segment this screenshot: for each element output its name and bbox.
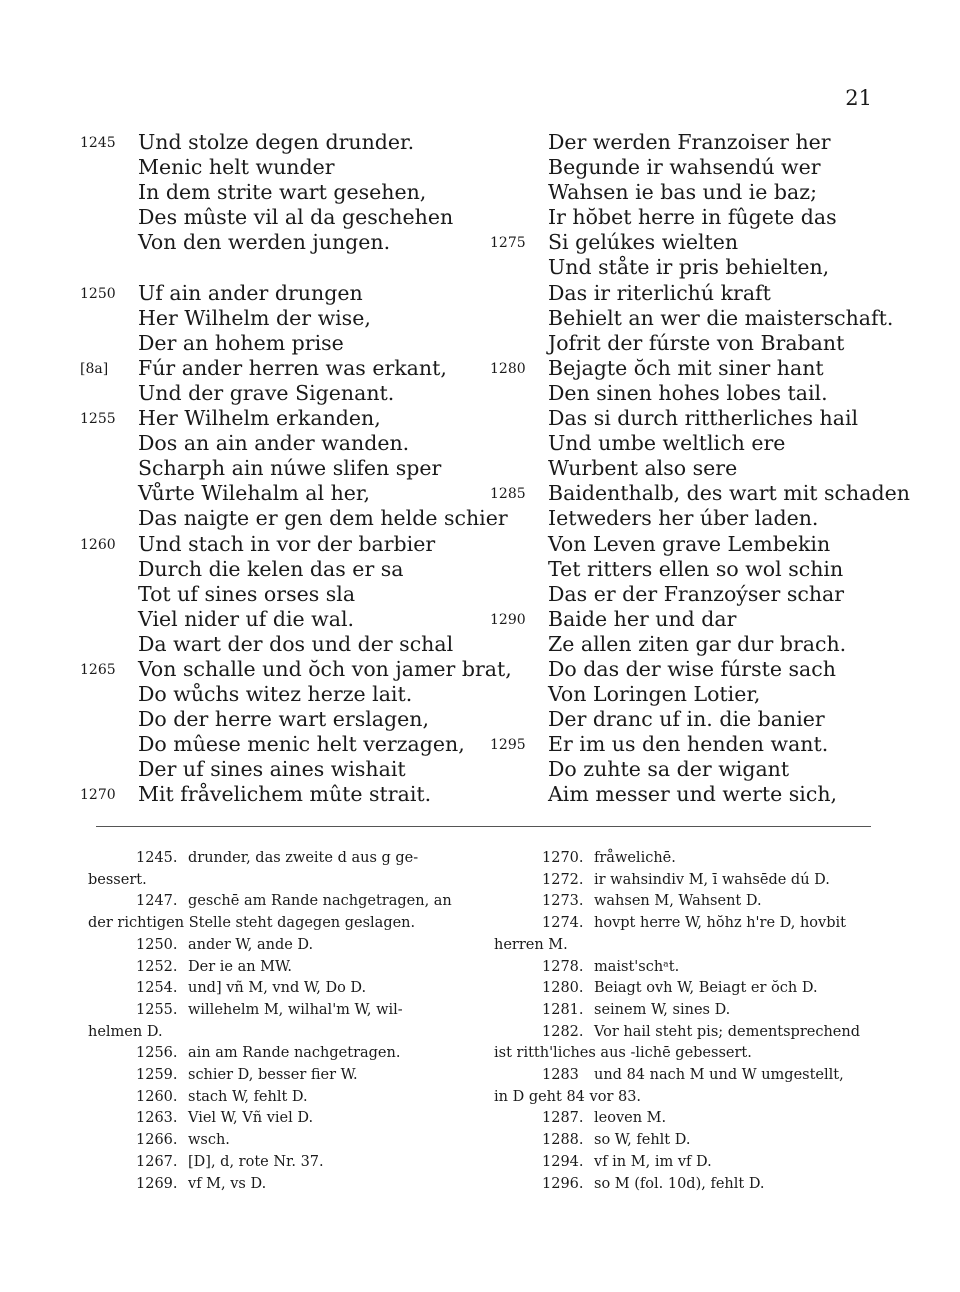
footnote-line	[494, 891, 878, 913]
footnote-line	[88, 1174, 476, 1196]
verse-line	[80, 582, 500, 607]
footnote-text: ir wahsindiv M, ī wahsēde dú D.	[594, 871, 830, 888]
verse-number: 1270	[80, 787, 116, 804]
verse-line	[490, 155, 890, 180]
verse-line	[490, 230, 890, 255]
verse-text: Do mûese menic helt verzagen,	[138, 732, 465, 757]
verse-text: Durch die kelen das er sa	[138, 556, 404, 581]
verse-text: Mit fråvelichem mûte strait.	[138, 782, 432, 807]
verse-text: Und der grave Sigenant.	[138, 380, 395, 405]
verse-text: Der uf sines aines wishait	[138, 757, 406, 782]
footnote-ref: 1266.	[136, 1132, 178, 1149]
verse-number: 1245	[80, 135, 116, 151]
footnote-ref: 1250.	[136, 936, 178, 953]
verse-line	[80, 306, 500, 331]
verse-text: Tot uf sines orses sla	[138, 581, 356, 606]
footnote-text: wahsen M, Wahsent D.	[594, 893, 762, 910]
verse-line	[80, 130, 500, 155]
verse-line	[490, 732, 890, 757]
footnote-ref: 1256.	[136, 1045, 178, 1062]
footnote-text: Der ie an MW.	[188, 958, 292, 975]
verse-line	[490, 406, 890, 431]
verse-text: Viel nider uf die wal.	[138, 606, 355, 631]
footnote-ref: 1254.	[136, 980, 178, 997]
footnote-text: bessert.	[88, 871, 147, 888]
stanza-gap	[80, 255, 500, 280]
verse-text: Der werden Franzoiser her	[548, 130, 831, 154]
footnote-line	[494, 870, 878, 892]
verse-line	[80, 331, 500, 356]
footnote-line	[88, 1022, 476, 1044]
verse-text: Und stach in vor der barbier	[138, 531, 436, 556]
verse-line	[80, 782, 500, 807]
verse-line	[80, 481, 500, 506]
verse-text: Uf ain ander drungen	[138, 280, 363, 305]
verse-text: Der an hohem prise	[138, 330, 344, 355]
footnote-ref: 1260.	[136, 1088, 178, 1105]
footnote-ref: 1269.	[136, 1175, 178, 1192]
footnote-line	[88, 957, 476, 979]
footnote-ref: 1252.	[136, 958, 178, 975]
footnote-line	[88, 891, 476, 913]
verse-number: 1250	[80, 285, 116, 302]
notes-column-right	[494, 848, 878, 1195]
footnote-text: ain am Rande nachgetragen.	[188, 1045, 401, 1062]
footnote-divider	[96, 826, 871, 827]
footnote-text: und 84 nach M und W umgestellt,	[594, 1067, 844, 1084]
verse-number: 1295	[490, 737, 526, 754]
footnote-line	[494, 848, 878, 870]
footnote-line	[494, 1043, 878, 1065]
verse-number: 1280	[490, 360, 526, 377]
footnote-line	[494, 1087, 878, 1109]
verse-number: 1275	[490, 235, 526, 252]
footnote-line	[494, 1065, 878, 1087]
footnote-ref: 1263.	[136, 1110, 178, 1127]
verse-text: Fúr ander herren was erkant,	[138, 355, 447, 380]
verse-number: [8a]	[80, 360, 109, 377]
verse-text: Des mûste vil al da geschehen	[138, 205, 454, 230]
footnote-line	[88, 1152, 476, 1174]
footnote-text: wsch.	[188, 1132, 230, 1149]
verse-line	[490, 180, 890, 205]
footnote-line	[88, 935, 476, 957]
verse-line	[490, 632, 890, 657]
verse-line	[490, 707, 890, 732]
footnote-line	[494, 1130, 878, 1152]
verse-line	[490, 607, 890, 632]
footnote-text: Viel W, Vñ viel D.	[188, 1110, 314, 1127]
verse-line	[490, 456, 890, 481]
footnote-text: ander W, ande D.	[188, 936, 314, 953]
footnote-line	[88, 913, 476, 935]
footnote-line	[494, 957, 878, 979]
footnote-line	[88, 978, 476, 1000]
verse-number: 1290	[490, 611, 526, 628]
verse-text: Begunde ir wahsendú wer	[548, 155, 821, 180]
verse-text: Do das der wise fúrste sach	[548, 656, 836, 681]
footnote-text: leoven M.	[594, 1110, 667, 1127]
footnote-ref: 1294.	[542, 1153, 584, 1170]
verse-text: Und ståte ir pris behielten,	[548, 255, 830, 280]
footnote-text: und] vñ M, vnd W, Do D.	[188, 980, 367, 997]
verse-line	[80, 381, 500, 406]
page-number: 21	[845, 86, 872, 110]
verse-text: Von Loringen Lotier,	[548, 682, 761, 707]
verse-text: Her Wilhelm erkanden,	[138, 406, 381, 431]
verse-text: Von schalle und ŏch von jamer brat,	[138, 656, 512, 681]
verse-text: Si gelúkes wielten	[548, 230, 739, 255]
footnote-line	[88, 1043, 476, 1065]
verse-text: Ze allen ziten gar dur brach.	[548, 631, 847, 656]
verse-text: Das ir riterlichú kraft	[548, 280, 771, 305]
footnote-line	[494, 1022, 878, 1044]
verse-line	[490, 130, 890, 155]
verse-line	[490, 506, 890, 531]
footnote-text: so W, fehlt D.	[594, 1132, 691, 1149]
footnote-ref: 1296.	[542, 1175, 584, 1192]
footnote-ref: 1287.	[542, 1110, 584, 1127]
footnote-line	[88, 1130, 476, 1152]
verse-line	[490, 582, 890, 607]
verse-text: Das naigte er gen dem helde schier	[138, 506, 508, 531]
verse-line	[80, 732, 500, 757]
footnote-line	[88, 870, 476, 892]
verse-text: Menic helt wunder	[138, 155, 335, 180]
verse-line	[80, 557, 500, 582]
verse-text: Tet ritters ellen so wol schin	[548, 556, 844, 581]
verse-text: Baidenthalb, des wart mit schaden	[548, 481, 910, 506]
verse-text: Er im us den henden want.	[548, 732, 829, 757]
footnote-ref: 1278.	[542, 958, 584, 975]
footnote-ref: 1255.	[136, 1001, 178, 1018]
verse-line	[80, 281, 500, 306]
verse-text: Das er der Franzoýser schar	[548, 581, 845, 606]
verse-line	[490, 557, 890, 582]
footnote-ref: 1283	[542, 1067, 579, 1084]
footnote-ref: 1288.	[542, 1132, 584, 1149]
verse-column-right	[490, 130, 910, 808]
verse-text: Der dranc uf in. die banier	[548, 707, 825, 732]
verse-text: Von Leven grave Lembekin	[548, 531, 831, 556]
verse-line	[490, 532, 890, 557]
footnote-text: ist ritth'liches aus -lichē gebessert.	[494, 1045, 752, 1062]
verse-text: Und umbe weltlich ere	[548, 431, 786, 456]
footnote-line	[88, 848, 476, 870]
verse-line	[490, 356, 890, 381]
verse-text: Aim messer und werte sich,	[548, 782, 838, 807]
footnote-line	[494, 1174, 878, 1196]
verse-line	[80, 180, 500, 205]
footnote-text: geschē am Rande nachgetragen, an	[188, 893, 452, 910]
footnote-text: Beiagt ovh W, Beiagt er ŏch D.	[594, 980, 818, 997]
verse-line	[80, 230, 500, 255]
verse-line	[80, 757, 500, 782]
footnote-ref: 1280.	[542, 980, 584, 997]
verse-line	[80, 682, 500, 707]
verse-number: 1260	[80, 536, 116, 553]
verse-text: Do der herre wart erslagen,	[138, 707, 429, 732]
footnote-line	[494, 935, 878, 957]
verse-line	[80, 607, 500, 632]
verse-text: Do zuhte sa der wigant	[548, 757, 790, 782]
footnote-text: seinem W, sines D.	[594, 1001, 731, 1018]
footnote-text: schier D, besser fier W.	[188, 1067, 358, 1084]
footnote-line	[88, 1087, 476, 1109]
footnote-ref: 1281.	[542, 1001, 584, 1018]
verse-text: Jofrit der fúrste von Brabant	[548, 330, 845, 355]
footnote-text: herren M.	[494, 936, 568, 953]
footnote-ref: 1274.	[542, 915, 584, 932]
verse-text: Von den werden jungen.	[138, 230, 391, 255]
verse-line	[80, 506, 508, 531]
verse-line	[80, 656, 512, 682]
verse-text: Her Wilhelm der wise,	[138, 305, 371, 330]
footnote-text: vf M, vs D.	[188, 1175, 267, 1192]
footnote-line	[88, 1000, 476, 1022]
footnote-text: willehelm M, wilhal'm W, wil-	[188, 1001, 403, 1018]
verse-text: Vůrte Wilehalm al her,	[138, 481, 370, 506]
verse-text: Das si durch rittherliches hail	[548, 406, 859, 431]
verse-text: Da wart der dos und der schal	[138, 631, 454, 656]
footnote-text: in D geht 84 vor 83.	[494, 1088, 642, 1105]
footnote-line	[88, 1065, 476, 1087]
footnote-line	[88, 1108, 476, 1130]
verse-number: 1265	[80, 661, 116, 678]
verse-line	[80, 205, 500, 230]
footnote-text: vf in M, im vf D.	[594, 1153, 712, 1170]
footnote-text: stach W, fehlt D.	[188, 1088, 308, 1105]
verse-line	[490, 281, 890, 306]
verse-line	[490, 255, 890, 280]
footnote-ref: 1272.	[542, 871, 584, 888]
verse-text: Wahsen ie bas und ie baz;	[548, 180, 817, 205]
verse-line	[490, 757, 890, 782]
footnote-ref: 1267.	[136, 1153, 178, 1170]
footnote-ref: 1245.	[136, 850, 178, 866]
verse-text: Ir hŏbet herre in fûgete das	[548, 205, 837, 230]
verse-line	[80, 707, 500, 732]
verse-text: Behielt an wer die maisterschaft.	[548, 305, 894, 330]
verse-line	[490, 782, 890, 807]
verse-number: 1255	[80, 411, 116, 428]
verse-line	[80, 155, 500, 180]
verse-line	[80, 632, 500, 657]
footnote-text: [D], d, rote Nr. 37.	[188, 1153, 324, 1170]
verse-line	[490, 481, 910, 506]
footnote-text: fråwelichē.	[594, 850, 676, 866]
verse-line	[490, 682, 890, 707]
footnote-text: maist'schᵃt.	[594, 958, 680, 975]
verse-text: Ietweders her úber laden.	[548, 506, 819, 531]
footnote-ref: 1259.	[136, 1067, 178, 1084]
verse-line	[80, 456, 500, 481]
verse-line	[80, 532, 500, 557]
footnote-text: drunder, das zweite d aus g ge-	[188, 850, 419, 866]
verse-text: Und stolze degen drunder.	[138, 130, 415, 154]
footnote-line	[494, 978, 878, 1000]
verse-line	[80, 406, 500, 431]
verse-line	[490, 381, 890, 406]
verse-text: Baide her und dar	[548, 606, 737, 631]
notes-column-left	[88, 848, 476, 1195]
verse-line	[490, 205, 890, 230]
footnote-line	[494, 1000, 878, 1022]
verse-text: In dem strite wart gesehen,	[138, 180, 427, 205]
footnote-text: hovpt herre W, hŏhz h're D, hovbit	[594, 915, 846, 932]
footnote-ref: 1273.	[542, 893, 584, 910]
verse-text: Scharph ain núwe slifen sper	[138, 456, 442, 481]
footnote-ref: 1247.	[136, 893, 178, 910]
footnote-text: helmen D.	[88, 1023, 163, 1040]
verse-line	[80, 431, 500, 456]
verse-text: Den sinen hohes lobes tail.	[548, 380, 828, 405]
footnote-line	[494, 1108, 878, 1130]
verse-line	[490, 431, 890, 456]
verse-number: 1285	[490, 486, 526, 503]
verse-text: Wurbent also sere	[548, 456, 738, 481]
footnote-line	[494, 913, 878, 935]
verse-line	[490, 305, 894, 331]
verse-line	[80, 356, 500, 381]
footnote-text: so M (fol. 10d), fehlt D.	[594, 1175, 765, 1192]
verse-text: Bejagte ŏch mit siner hant	[548, 355, 824, 380]
footnote-ref: 1282.	[542, 1023, 584, 1040]
footnote-line	[494, 1152, 878, 1174]
verse-line	[490, 331, 890, 356]
verse-line	[490, 657, 890, 682]
footnote-text: Vor hail steht pis; dementsprechend	[594, 1023, 861, 1040]
footnote-text: der richtigen Stelle steht dagegen geslagen.	[88, 915, 416, 932]
verse-text: Do wůchs witez herze lait.	[138, 682, 413, 707]
footnote-ref: 1270.	[542, 850, 584, 866]
verse-text: Dos an ain ander wanden.	[138, 431, 410, 456]
